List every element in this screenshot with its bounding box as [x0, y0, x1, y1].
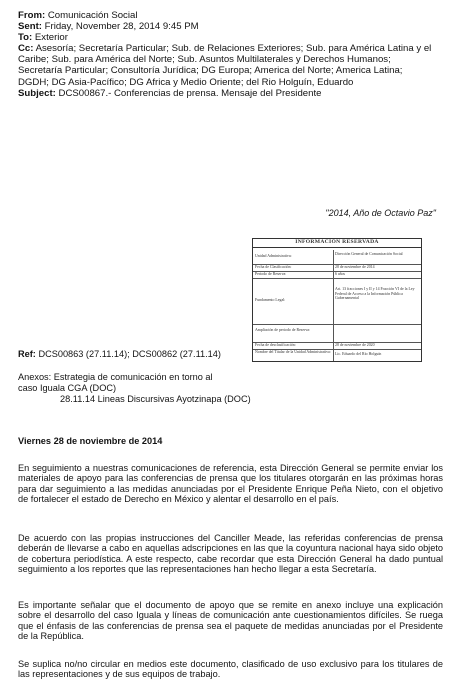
date-heading: Viernes 28 de noviembre de 2014 [18, 436, 163, 446]
annex-line-3: 28.11.14 Lineas Discursivas Ayotzinapa (DOC) [60, 394, 251, 404]
sent-label: Sent: [18, 21, 42, 32]
from-value: Comunicación Social [47, 10, 138, 21]
sent-line [18, 21, 448, 32]
cc-line-1: Asesoría; Secretaría Particular; Sub. de Relaciones Exteriores; Sub. para América Latina y el [35, 43, 432, 54]
subject-value: DCS00867.- Conferencias de prensa. Mensaje del Presidente [58, 88, 322, 99]
stamp-row: Unidad Administrativa: Dirección General de Comunicación Social [253, 250, 421, 265]
from-label: From: [18, 10, 46, 21]
annex-line-1: Anexos: Estrategia de comunicación en torno al [18, 372, 213, 382]
cc-block [18, 43, 448, 88]
stamp-row: Fecha de desclasificación: 28 de noviembre de 2020 [253, 342, 421, 350]
cc-line-4: DGDH; DG Asia-Pacífico; DG Africa y Medio Oriente; del Rio Holguín, Eduardo [18, 76, 354, 88]
stamp-row: Nombre del Titular de la Unidad Administrativa: Lic. Eduardo del Río Holguín [255, 350, 382, 356]
year-motto: "2014, Año de Octavio Paz" [325, 208, 436, 218]
paragraph-1: En seguimiento a nuestras comunicaciones de referencia, esta Dirección General se permite enviar los materiales de apoyo para las conferencias de prensa que los titulares otorgarán en las próximas horas para dar seguimiento a las medidas anunciadas por el Presidente Enrique Peña Nieto, con el objetivo de fortalecer el estado de Derecho en México y alentar el desarrollo en el país. [18, 463, 443, 504]
stamp-row: Periodo de Reserva: 6 años [253, 271, 421, 279]
classification-stamp [252, 238, 422, 362]
stamp-row: Fundamento Legal: Art. 13 fracciones I y II y 14 Fracción VI de la Ley Federal de Acceso a la Información Pública Gubernamental [253, 278, 421, 325]
paragraph-4: Se suplica no/no circular en medios este documento, clasificado de uso exclusivo para los titulares de las representaciones y de sus equipos de trabajo. [18, 659, 443, 680]
stamp-row: Ampliación de periodo de Reserva: [253, 324, 421, 343]
stamp-title: INFORMACIÓN RESERVADA [253, 239, 421, 248]
annex-line-2: caso Iguala CGA (DOC) [18, 383, 117, 393]
from-line [18, 10, 448, 21]
to-line [18, 32, 448, 43]
sent-value: Friday, November 28, 2014 9:45 PM [44, 21, 199, 32]
stamp-row: Fecha de Clasificación: 28 de noviembre de 2014 [253, 264, 421, 272]
paragraph-3: Es importante señalar que el documento de apoyo que se remite en anexo incluye una explicación sobre el desarrollo del caso Iguala y líneas de comunicación ante cuestionamientos difíciles. Se ruega que el énfasis de las conferencias de prensa sea el paquete de medidas anunciadas por el Presidente de la República. [18, 600, 443, 641]
to-label: To: [18, 32, 33, 43]
ref-value: DCS00863 (27.11.14); DCS00862 (27.11.14) [38, 349, 221, 359]
ref-label: Ref: [18, 349, 36, 359]
to-value: Exterior [34, 32, 68, 43]
subject-line [18, 88, 448, 99]
paragraph-2: De acuerdo con las propias instrucciones del Canciller Meade, las referidas conferencias de prensa deberán de llevarse a cabo en aquellas adscripciones en las que la coyuntura nacional haya sido objeto de cobertura periodística. A este respecto, cabe recordar que esta Dirección General ha dado puntual seguimiento a los reportes que las representaciones han hecho llegar a esta Secretaría. [18, 533, 443, 574]
reference-line [18, 349, 221, 360]
subject-label: Subject: [18, 88, 56, 99]
cc-line-2: Caribe; Sub. para América del Norte; Sub. Asuntos Multilaterales y Derechos Humanos; [18, 54, 391, 66]
cc-line-3: Secretaría Particular; Consultoría Jurídica; DG Europa; America del Norte; America Latina; [18, 65, 403, 77]
cc-label: Cc: [18, 43, 34, 54]
